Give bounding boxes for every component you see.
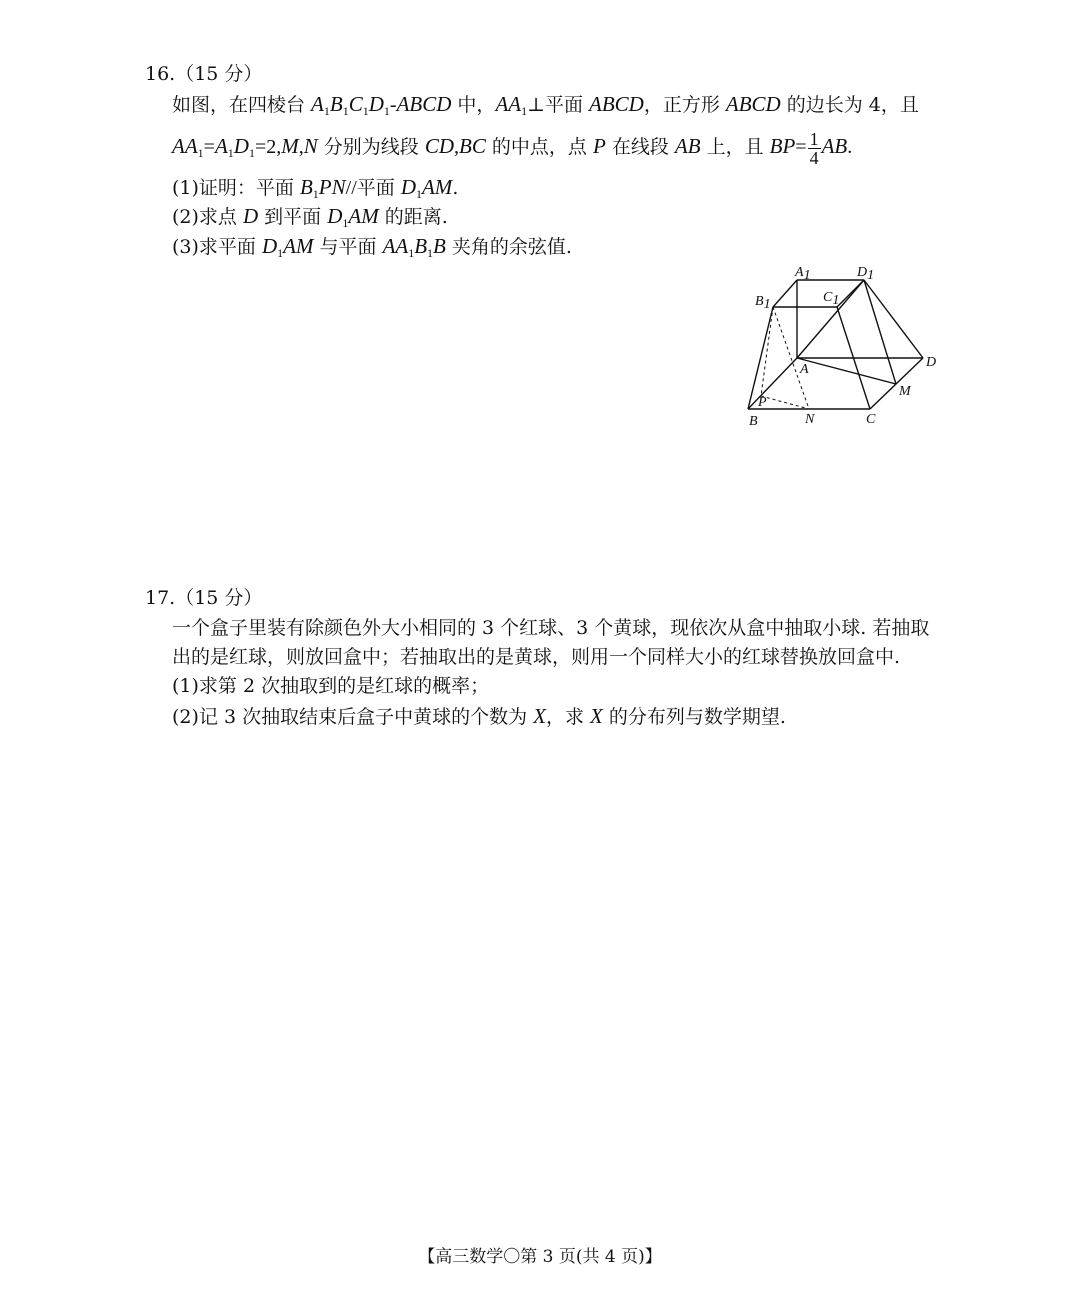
label-D: D bbox=[926, 355, 937, 370]
label-M: M bbox=[899, 384, 911, 399]
label-N: N bbox=[805, 412, 815, 427]
label-D1: D1 bbox=[857, 265, 875, 283]
label-P: P bbox=[758, 395, 767, 410]
label-C: C bbox=[866, 412, 876, 427]
label-A1: A1 bbox=[795, 265, 811, 283]
page-footer: 【高三数学〇第 3 页(共 4 页)】 bbox=[418, 1247, 662, 1267]
q17-part-1: (1)求第 2 次抽取到的是红球的概率； bbox=[172, 675, 490, 697]
edge-A1B1 bbox=[773, 280, 797, 307]
dashed-PN bbox=[761, 396, 809, 409]
label-C1: C1 bbox=[823, 290, 840, 308]
q16-part-1: (1)证明：平面 $B_1PN//$平面 $D_1AM$. bbox=[172, 175, 459, 201]
q16-part-3: (3)求平面 $D_1AM$ 与平面 $AA_1B_1B$ 夹角的余弦值. bbox=[172, 234, 572, 260]
label-B1: B1 bbox=[755, 294, 771, 312]
q16-header: 16.（15 分） bbox=[145, 63, 263, 85]
segment-D1M bbox=[864, 280, 896, 384]
label-A: A bbox=[800, 362, 809, 377]
q16-intro-line: 如图，在四棱台 $A_1B_1C_1D_1$-ABCD 中，$AA_1\perp$平面 ABCD，正方形 ABCD 的边长为 4，且 bbox=[172, 92, 919, 118]
figure-labels bbox=[749, 265, 936, 429]
label-B: B bbox=[749, 414, 758, 429]
frustum-figure bbox=[740, 258, 950, 433]
q17-line-1: 一个盒子里装有除颜色外大小相同的 3 个红球、3 个黄球，现依次从盒中抽取小球. 若抽取 bbox=[172, 617, 930, 639]
q16-condition-line: $AA_1=A_1D_1=2,M,N$ 分别为线段 CD,BC 的中点，点 P 在线段 AB 上，且 BP= $\frac{1}{4}$ AB. bbox=[172, 128, 853, 168]
edge-BB1 bbox=[748, 307, 773, 409]
segment-AM bbox=[797, 358, 896, 384]
q16-part-2: (2)求点 D 到平面 $D_1AM$ 的距离. bbox=[172, 204, 448, 230]
q17-part-2: (2)记 3 次抽取结束后盒子中黄球的个数为 X，求 X 的分布列与数学期望. bbox=[172, 704, 786, 728]
q17-header: 17.（15 分） bbox=[145, 587, 263, 609]
segment-AB bbox=[748, 358, 797, 409]
q17-line-2: 出的是红球，则放回盒中；若抽取出的是黄球，则用一个同样大小的红球替换放回盒中. bbox=[172, 646, 901, 668]
fraction-one-quarter: $\frac{1}{4}$ bbox=[809, 128, 819, 168]
edge-DD1 bbox=[864, 280, 923, 358]
